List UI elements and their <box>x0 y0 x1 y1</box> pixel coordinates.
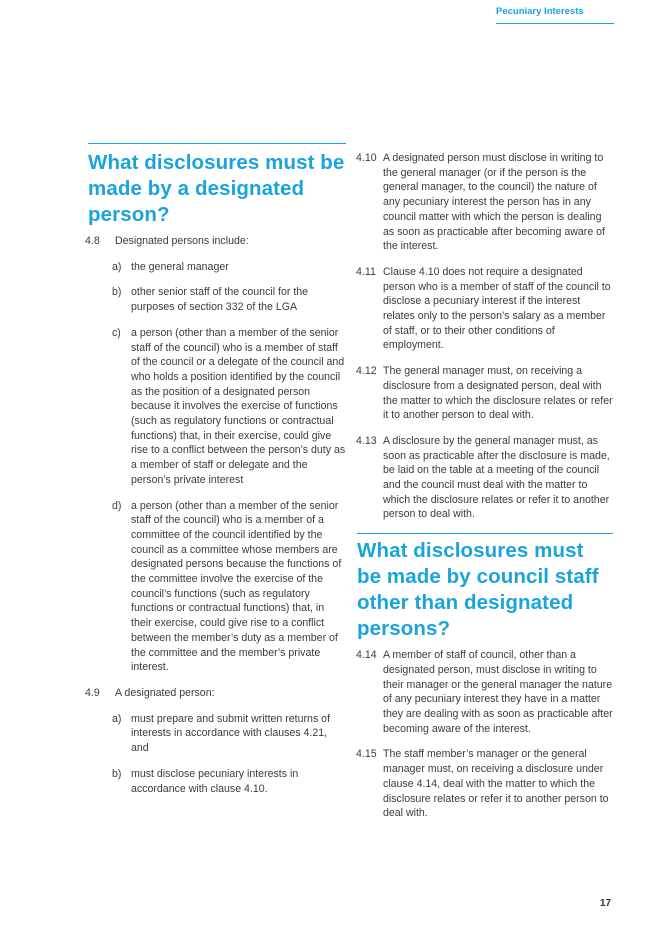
clause-number: 4.9 <box>85 686 100 699</box>
clause-number: 4.10 <box>356 152 377 164</box>
clause-4-8 <box>85 234 346 249</box>
clause-text: The general manager must, on receiving a disclosure from a designated person, deal with the matter to which the disclosure relates or refer it to another person to deal with. <box>383 365 613 422</box>
item-text: a person (other than a member of the senior staff of the council) who is a member of staff of the council or a delegate of the council and who holds a position identified by the council as the position of a designated person because it involves the exercise of functions (such as regulatory functions or contractual functions) that, in their exercise, could give rise to a conflict between the person’s duty as a member of staff or delegate and the person’s private interest <box>131 326 346 486</box>
list-item-4-9-b <box>85 767 346 796</box>
clause-4-15 <box>356 747 613 821</box>
page-number: 17 <box>600 898 612 909</box>
clause-number: 4.15 <box>356 748 377 761</box>
item-letter: c) <box>112 326 121 339</box>
designated-person-heading: What disclosures must be made by a designated person? <box>88 151 345 226</box>
clause-4-13 <box>356 434 613 522</box>
clause-number: 4.14 <box>356 649 377 662</box>
item-text: must prepare and submit written returns of interests in accordance with clauses 4.21, and <box>131 712 331 755</box>
clause-number: 4.11 <box>356 265 376 278</box>
item-letter: b) <box>112 286 122 299</box>
item-letter: d) <box>112 499 122 512</box>
clause-4-12 <box>356 364 613 423</box>
council-staff-heading: What disclosures must be made by council staff other than designated persons? <box>357 539 599 641</box>
item-letter: b) <box>112 767 122 780</box>
item-text: a person (other than a member of the senior staff of the council) who is a member of a committee of the council identified by the council as a committee whose members are designated persons because the functions of the committee involve the exercise of the council’s functions (such as regulatory functions or contractual functions) that, in their exercise, could give rise to a conflict between the member’s duty as a member of the committee and the member’s private interest. <box>131 499 342 674</box>
list-item-4-8-a <box>85 260 346 275</box>
clause-4-11 <box>356 265 613 353</box>
item-text: must disclose pecuniary interests in accordance with clause 4.10. <box>131 767 299 795</box>
left-column <box>85 143 346 807</box>
clause-4-10 <box>356 151 613 254</box>
heading-rule <box>88 143 346 144</box>
item-letter: a) <box>112 712 122 725</box>
list-item-4-8-c <box>85 326 346 488</box>
clause-text: The staff member’s manager or the general manager must, on receiving a disclosure under clause 4.14, deal with the matter to which the disclosure relates or refer it to another person to deal with. <box>383 748 609 820</box>
clause-number: 4.12 <box>356 365 377 378</box>
clause-4-14 <box>356 648 613 736</box>
item-text: other senior staff of the council for the purposes of section 332 of the LGA <box>131 286 309 314</box>
item-letter: a) <box>112 260 122 273</box>
clause-4-9 <box>85 686 346 701</box>
clause-text: Clause 4.10 does not require a designated person who is a member of staff of the council to disclose a pecuniary interest if the interest relates only to the person’s salary as a member of staff, or to their other conditions of employment. <box>383 265 611 352</box>
heading-rule <box>357 533 613 534</box>
clause-text: A designated person must disclose in writing to the general manager (or if the person is the general manager, to the council) the nature of any pecuniary interest the person has in any council matter with which the person is dealing as soon as practicable after becoming aware of the interest. <box>383 152 606 253</box>
item-text: the general manager <box>131 260 229 273</box>
clause-text: Designated persons include: <box>115 235 249 247</box>
list-item-4-8-d <box>85 499 346 675</box>
clause-number: 4.13 <box>356 434 377 447</box>
right-column <box>357 151 613 832</box>
list-item-4-8-b <box>85 285 346 314</box>
clause-number: 4.8 <box>85 235 100 247</box>
section-header-title: Pecuniary Interests <box>496 6 614 24</box>
clause-text: A designated person: <box>115 686 215 699</box>
list-item-4-9-a <box>85 712 346 756</box>
clause-text: A member of staff of council, other than a designated person, must disclose in writing to their manager or the general manager the nature of any pecuniary interest they have in a matter they are dealing with as soon as practicable after becoming aware of the interest. <box>383 649 613 735</box>
clause-text: A disclosure by the general manager must, as soon as practicable after the disclosure is made, be laid on the table at a meeting of the council and the council must deal with the matter to which the disclosure relates or refer it to another person to deal with. <box>383 434 610 521</box>
